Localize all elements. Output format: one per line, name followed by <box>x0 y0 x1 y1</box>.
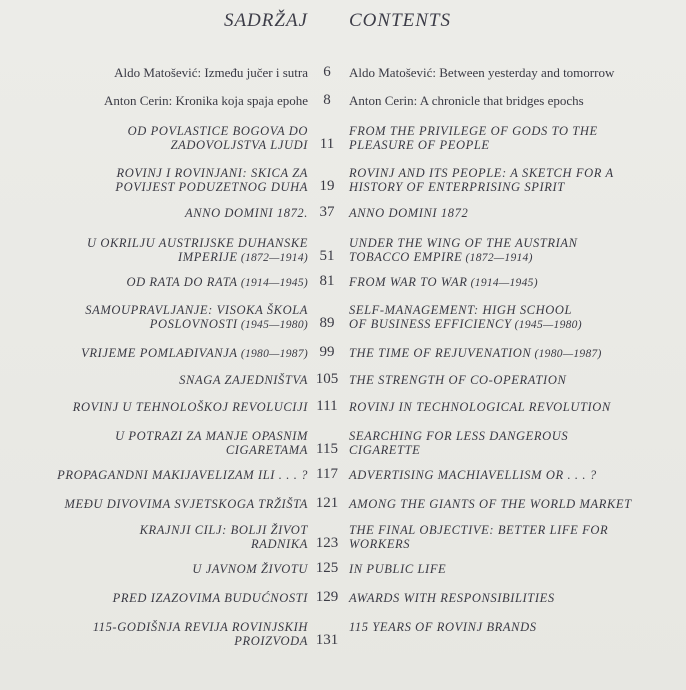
hr-title <box>8 275 308 290</box>
en-title-line <box>349 236 669 250</box>
hr-title <box>8 400 308 414</box>
hr-title-line <box>8 94 308 108</box>
en-title-line <box>349 317 669 332</box>
hr-title-line <box>8 166 308 180</box>
en-title-text: SEARCHING FOR LESS DANGEROUS <box>349 429 569 443</box>
english-title <box>349 124 669 152</box>
page-number: 131 <box>315 632 339 648</box>
en-title-text: ROVINJ IN TECHNOLOGICAL REVOLUTION <box>349 400 611 414</box>
hr-title <box>8 562 308 576</box>
en-title-text: Anton Cerin: A chronicle that bridges epochs <box>349 93 584 108</box>
hr-title-text: RADNIKA <box>251 537 308 551</box>
en-title-text: 115 YEARS OF ROVINJ BRANDS <box>349 620 537 634</box>
en-title <box>349 429 669 457</box>
hr-title-text: U POTRAZI ZA MANJE OPASNIM <box>115 429 308 443</box>
croatian-title <box>8 620 308 648</box>
hr-title-text: OD POVLASTICE BOGOVA DO <box>127 124 308 138</box>
hr-title-line <box>8 303 308 317</box>
en-title-text: AMONG THE GIANTS OF THE WORLD MARKET <box>349 497 632 511</box>
page-number: 121 <box>315 495 339 511</box>
hr-title-line <box>8 634 308 648</box>
hr-title-line <box>8 275 308 290</box>
page-number: 123 <box>315 535 339 551</box>
hr-title-text: POSLOVNOSTI <box>149 317 238 331</box>
hr-title-line <box>8 591 308 605</box>
english-title <box>349 591 669 605</box>
croatian-title <box>8 275 308 290</box>
page-number: 125 <box>315 560 339 576</box>
hr-year-range: (1945—1980) <box>237 319 308 331</box>
en-title-text: SELF-MANAGEMENT: HIGH SCHOOL <box>349 303 573 317</box>
en-title-line <box>349 250 669 265</box>
en-title-line <box>349 346 669 361</box>
page-number: 51 <box>319 248 335 264</box>
english-title <box>349 346 669 361</box>
en-title-text: THE TIME OF REJUVENATION <box>349 346 532 360</box>
en-title-text: ADVERTISING MACHIAVELLISM OR . . . ? <box>349 468 597 482</box>
en-title-text: THE FINAL OBJECTIVE: BETTER LIFE FOR <box>349 523 609 537</box>
en-title-line <box>349 620 669 634</box>
croatian-title <box>8 166 308 194</box>
hr-title-line <box>8 429 308 443</box>
hr-title-line <box>8 443 308 457</box>
english-title <box>349 166 669 194</box>
en-title-line <box>349 138 669 152</box>
en-title-line <box>349 429 669 443</box>
en-title-line <box>349 562 669 576</box>
hr-title-line <box>8 537 308 551</box>
hr-title-line <box>8 138 308 152</box>
en-title-line <box>349 373 669 387</box>
croatian-title <box>8 303 308 332</box>
english-title <box>349 66 669 80</box>
en-title <box>349 94 669 108</box>
hr-year-range: (1980—1987) <box>237 348 308 360</box>
english-title <box>349 303 669 332</box>
hr-title-text: ROVINJ I ROVINJANI: SKICA ZA <box>116 166 308 180</box>
hr-title-line <box>8 180 308 194</box>
croatian-title <box>8 373 308 387</box>
en-title-text: FROM WAR TO WAR <box>349 275 468 289</box>
hr-title <box>8 236 308 265</box>
page-number: 11 <box>319 136 335 152</box>
page-number: 105 <box>315 371 339 387</box>
en-title-text: PLEASURE OF PEOPLE <box>349 138 490 152</box>
hr-title <box>8 591 308 605</box>
en-title <box>349 620 669 634</box>
en-title <box>349 468 669 482</box>
hr-title <box>8 124 308 152</box>
page-number: 111 <box>316 398 338 414</box>
en-title-line <box>349 206 669 220</box>
en-title <box>349 562 669 576</box>
english-title <box>349 562 669 576</box>
en-year-range: (1980—1987) <box>531 348 602 360</box>
hr-title-text: ROVINJ U TEHNOLOŠKOJ REVOLUCIJI <box>72 400 308 414</box>
en-title-line <box>349 468 669 482</box>
en-title-line <box>349 523 669 537</box>
croatian-title <box>8 94 308 108</box>
hr-title <box>8 523 308 551</box>
en-title <box>349 591 669 605</box>
en-title-text: THE STRENGTH OF CO-OPERATION <box>349 373 567 387</box>
hr-title-line <box>8 66 308 80</box>
en-year-range: (1914—1945) <box>467 277 538 289</box>
hr-title-text: ZADOVOLJSTVA LJUDI <box>170 138 308 152</box>
page-number: 81 <box>319 273 335 289</box>
hr-title-text: PRED IZAZOVIMA BUDUĆNOSTI <box>112 591 308 605</box>
page-number: 89 <box>319 315 335 331</box>
en-year-range: (1945—1980) <box>511 319 582 331</box>
en-title <box>349 236 669 265</box>
hr-title-text: PROPAGANDNI MAKIJAVELIZAM ILI . . . ? <box>57 468 308 482</box>
croatian-title <box>8 236 308 265</box>
hr-title-text: Anton Cerin: Kronika koja spaja epohe <box>104 93 308 108</box>
croatian-title <box>8 591 308 605</box>
en-title <box>349 400 669 414</box>
hr-title-line <box>8 317 308 332</box>
en-title-line <box>349 275 669 290</box>
hr-title-text: U OKRILJU AUSTRIJSKE DUHANSKE <box>87 236 308 250</box>
hr-title-text: OD RATA DO RATA <box>126 275 238 289</box>
page-number: 19 <box>319 178 335 194</box>
en-title-line <box>349 497 669 511</box>
page-number: 115 <box>316 441 338 457</box>
hr-title-text: ANNO DOMINI 1872. <box>184 206 308 220</box>
english-title <box>349 206 669 220</box>
hr-title-line <box>8 497 308 511</box>
hr-title-line <box>8 250 308 265</box>
hr-title-text: POVIJEST PODUZETNOG DUHA <box>115 180 308 194</box>
english-title <box>349 497 669 511</box>
english-title <box>349 94 669 108</box>
en-title-text: IN PUBLIC LIFE <box>349 562 447 576</box>
hr-title <box>8 66 308 80</box>
en-title-text: TOBACCO EMPIRE <box>349 250 463 264</box>
croatian-title <box>8 346 308 361</box>
hr-title <box>8 206 308 220</box>
hr-title <box>8 303 308 332</box>
hr-title-line <box>8 562 308 576</box>
english-title <box>349 236 669 265</box>
hr-title-line <box>8 523 308 537</box>
en-title-line <box>349 166 669 180</box>
heading-sadrzaj: SADRŽAJ <box>223 10 308 31</box>
en-title-text: ROVINJ AND ITS PEOPLE: A SKETCH FOR A <box>349 166 614 180</box>
en-title-text: UNDER THE WING OF THE AUSTRIAN <box>349 236 578 250</box>
croatian-title <box>8 66 308 80</box>
hr-title <box>8 468 308 482</box>
en-title-text: ANNO DOMINI 1872 <box>349 206 469 220</box>
english-title <box>349 275 669 290</box>
en-title-line <box>349 400 669 414</box>
english-title <box>349 429 669 457</box>
croatian-title <box>8 429 308 457</box>
page-number: 6 <box>323 64 331 80</box>
page-number: 37 <box>319 204 335 220</box>
english-title <box>349 468 669 482</box>
en-title <box>349 346 669 361</box>
en-title <box>349 124 669 152</box>
en-year-range: (1872—1914) <box>462 252 533 264</box>
en-title <box>349 523 669 551</box>
hr-title-text: Aldo Matošević: Između jučer i sutra <box>114 65 308 80</box>
hr-title <box>8 166 308 194</box>
hr-title-line <box>8 620 308 634</box>
croatian-title <box>8 468 308 482</box>
hr-title-line <box>8 346 308 361</box>
hr-title <box>8 620 308 648</box>
en-title-text: Aldo Matošević: Between yesterday and tomorrow <box>349 65 615 80</box>
hr-title <box>8 497 308 511</box>
hr-title-line <box>8 206 308 220</box>
en-title-line <box>349 591 669 605</box>
hr-title <box>8 346 308 361</box>
en-title <box>349 206 669 220</box>
hr-title-text: PROIZVODA <box>234 634 308 648</box>
en-title <box>349 497 669 511</box>
hr-title-text: SNAGA ZAJEDNIŠTVA <box>179 373 308 387</box>
en-title <box>349 166 669 194</box>
page-number: 129 <box>315 589 339 605</box>
hr-title-text: VRIJEME POMLAĐIVANJA <box>81 346 238 360</box>
en-title-text: AWARDS WITH RESPONSIBILITIES <box>349 591 555 605</box>
en-title-line <box>349 303 669 317</box>
en-title <box>349 66 669 80</box>
croatian-title <box>8 206 308 220</box>
en-title-text: OF BUSINESS EFFICIENCY <box>349 317 512 331</box>
page-number: 99 <box>319 344 335 360</box>
croatian-title <box>8 497 308 511</box>
hr-title <box>8 429 308 457</box>
hr-title <box>8 373 308 387</box>
croatian-title <box>8 523 308 551</box>
en-title-text: WORKERS <box>349 537 411 551</box>
heading-contents: CONTENTS <box>349 10 451 31</box>
en-title <box>349 275 669 290</box>
hr-title-line <box>8 468 308 482</box>
en-title <box>349 303 669 332</box>
hr-title-line <box>8 373 308 387</box>
en-title-text: FROM THE PRIVILEGE OF GODS TO THE <box>349 124 598 138</box>
page-number: 8 <box>323 92 331 108</box>
hr-title-text: IMPERIJE <box>178 250 238 264</box>
en-title-line <box>349 124 669 138</box>
croatian-title <box>8 124 308 152</box>
hr-title-line <box>8 400 308 414</box>
hr-title-text: SAMOUPRAVLJANJE: VISOKA ŠKOLA <box>85 303 308 317</box>
english-title <box>349 400 669 414</box>
croatian-title <box>8 562 308 576</box>
english-title <box>349 620 669 634</box>
hr-title-text: CIGARETAMA <box>225 443 308 457</box>
hr-title-text: MEĐU DIVOVIMA SVJETSKOGA TRŽIŠTA <box>64 497 308 511</box>
en-title-line <box>349 66 669 80</box>
en-title <box>349 373 669 387</box>
hr-year-range: (1914—1945) <box>237 277 308 289</box>
en-title-line <box>349 94 669 108</box>
hr-title-line <box>8 124 308 138</box>
en-title-line <box>349 180 669 194</box>
hr-title-text: KRAJNJI CILJ: BOLJI ŽIVOT <box>139 523 308 537</box>
english-title <box>349 523 669 551</box>
hr-year-range: (1872—1914) <box>237 252 308 264</box>
english-title <box>349 373 669 387</box>
en-title-line <box>349 537 669 551</box>
page-number: 117 <box>316 466 338 482</box>
croatian-title <box>8 400 308 414</box>
en-title-text: HISTORY OF ENTERPRISING SPIRIT <box>349 180 565 194</box>
en-title-text: CIGARETTE <box>349 443 421 457</box>
en-title-line <box>349 443 669 457</box>
hr-title-line <box>8 236 308 250</box>
hr-title <box>8 94 308 108</box>
hr-title-text: U JAVNOM ŽIVOTU <box>192 562 308 576</box>
hr-title-text: 115-GODIŠNJA REVIJA ROVINJSKIH <box>92 620 308 634</box>
